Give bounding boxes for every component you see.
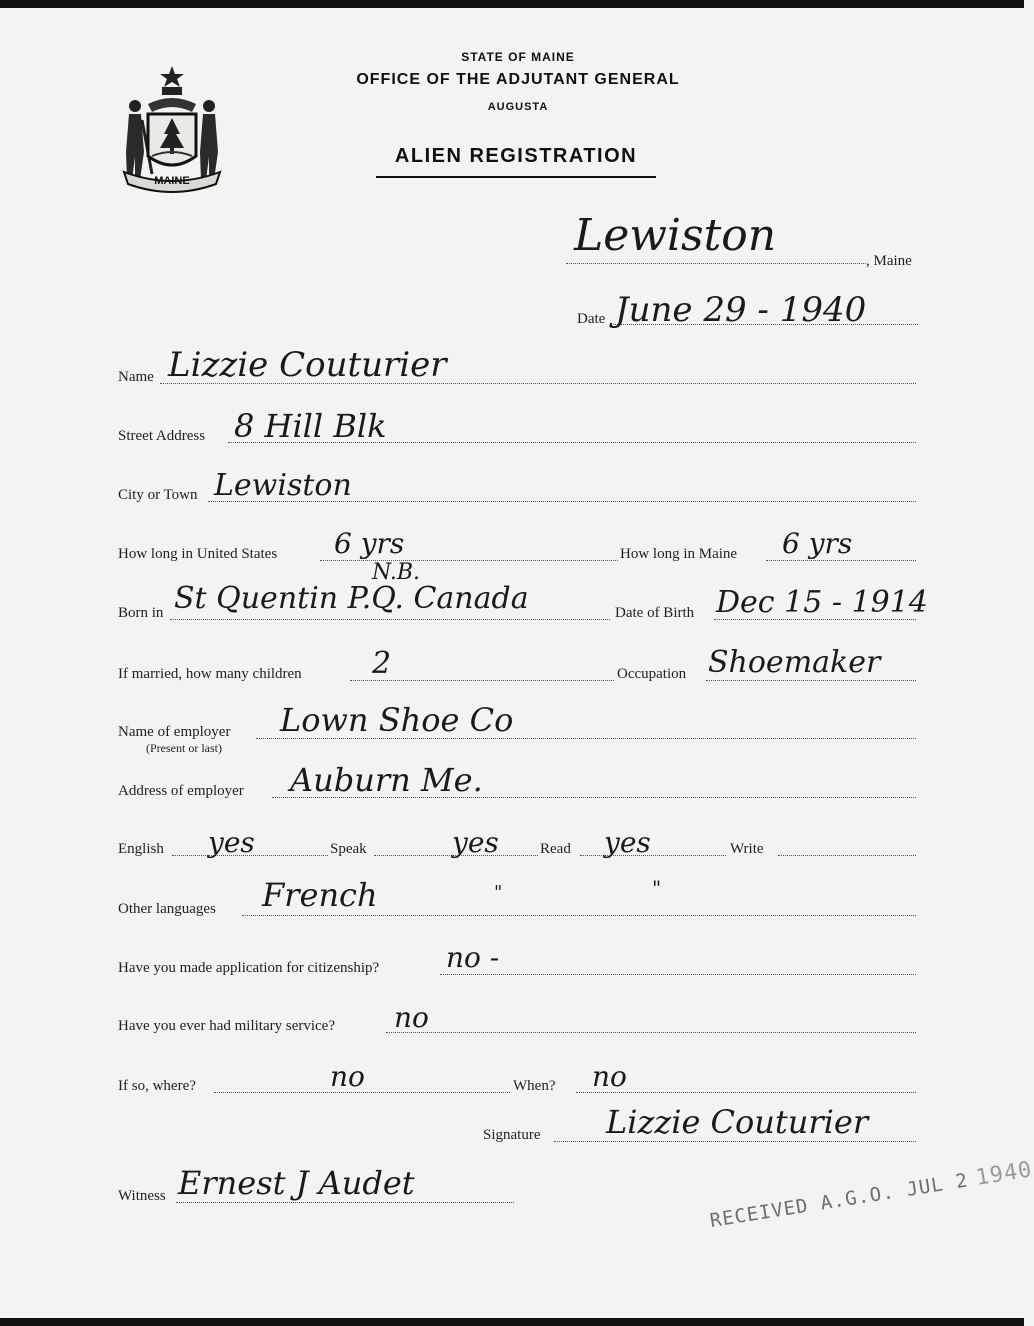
maine-state-seal-icon xyxy=(118,62,226,190)
english-value: yes xyxy=(208,826,255,859)
born-in-line xyxy=(170,619,610,620)
witness-value: Ernest J Audet xyxy=(178,1164,415,1202)
when-line xyxy=(576,1092,916,1093)
witness-line xyxy=(176,1202,514,1203)
dob-value: Dec 15 - 1914 xyxy=(716,585,928,620)
town-value: Lewiston xyxy=(574,210,777,261)
dob-label: Date of Birth xyxy=(615,605,695,621)
read-value: yes xyxy=(604,826,651,859)
signature-label: Signature xyxy=(483,1127,541,1143)
write-label: Write xyxy=(730,841,764,857)
where-label: If so, where? xyxy=(118,1078,196,1094)
when-value: no xyxy=(592,1060,627,1093)
employer-label: Name of employer xyxy=(118,724,231,740)
born-in-value: St Quentin P.Q. Canada xyxy=(174,581,529,616)
military-label: Have you ever had military service? xyxy=(118,1018,335,1034)
city-label: City or Town xyxy=(118,487,198,503)
employer-address-label: Address of employer xyxy=(118,783,244,799)
city-heading: AUGUSTA xyxy=(487,101,549,113)
seal-banner-label: MAINE xyxy=(154,175,190,187)
employer-value: Lown Shoe Co xyxy=(280,701,514,739)
where-value: no xyxy=(330,1060,365,1093)
us-duration-label: How long in United States xyxy=(118,546,278,562)
received-stamp xyxy=(708,1157,1034,1233)
received-stamp-text: RECEIVED A.G.O. JUL 2 xyxy=(708,1169,970,1233)
form-title: ALIEN REGISTRATION xyxy=(394,145,638,167)
military-line xyxy=(386,1032,916,1033)
read-line xyxy=(580,855,726,856)
name-label: Name xyxy=(118,369,154,385)
employer-note: (Present or last) xyxy=(146,741,222,755)
witness-label: Witness xyxy=(118,1188,166,1204)
speak-value: yes xyxy=(452,826,499,859)
us-duration-value: 6 yrs xyxy=(334,527,405,560)
english-label: English xyxy=(118,841,164,857)
maine-duration-line xyxy=(766,560,916,561)
title-underline xyxy=(376,176,656,178)
street-value: 8 Hill Blk xyxy=(234,407,387,445)
when-label: When? xyxy=(513,1078,556,1094)
military-value: no xyxy=(394,1001,429,1034)
date-value: June 29 - 1940 xyxy=(615,290,867,330)
city-value: Lewiston xyxy=(214,468,352,503)
born-in-note: N.B. xyxy=(372,560,420,585)
maine-label: , Maine xyxy=(866,253,912,269)
employer-address-value: Auburn Me. xyxy=(290,761,483,799)
ditto-mark-1: " xyxy=(494,882,503,903)
read-label: Read xyxy=(540,841,571,857)
received-stamp-year: 1940 xyxy=(973,1157,1034,1191)
name-value: Lizzie Couturier xyxy=(168,345,447,385)
write-line xyxy=(778,855,916,856)
speak-label: Speak xyxy=(330,841,367,857)
occupation-line xyxy=(706,680,916,681)
citizenship-label: Have you made application for citizenship? xyxy=(118,960,380,976)
children-label: If married, how many children xyxy=(118,666,302,682)
ditto-mark-2: " xyxy=(652,876,662,900)
us-duration-line xyxy=(320,560,618,561)
state-heading: STATE OF MAINE xyxy=(461,50,575,64)
maine-duration-label: How long in Maine xyxy=(620,546,738,562)
occupation-value: Shoemaker xyxy=(708,645,881,680)
scan-top-edge xyxy=(0,0,1024,8)
occupation-label: Occupation xyxy=(617,666,687,682)
maine-duration-value: 6 yrs xyxy=(782,527,853,560)
born-in-label: Born in xyxy=(118,605,164,621)
date-label: Date xyxy=(577,311,606,327)
citizenship-value: no - xyxy=(446,941,500,974)
signature-value: Lizzie Couturier xyxy=(606,1103,869,1141)
citizenship-line xyxy=(440,974,916,975)
signature-line xyxy=(554,1141,916,1142)
other-languages-label: Other languages xyxy=(118,901,216,917)
other-languages-value: French xyxy=(262,876,378,914)
street-label: Street Address xyxy=(118,428,206,444)
office-heading: OFFICE OF THE ADJUTANT GENERAL xyxy=(356,71,680,88)
other-languages-line xyxy=(242,915,916,916)
scan-bottom-edge xyxy=(0,1318,1024,1326)
town-line xyxy=(566,263,866,264)
children-value: 2 xyxy=(372,646,392,681)
